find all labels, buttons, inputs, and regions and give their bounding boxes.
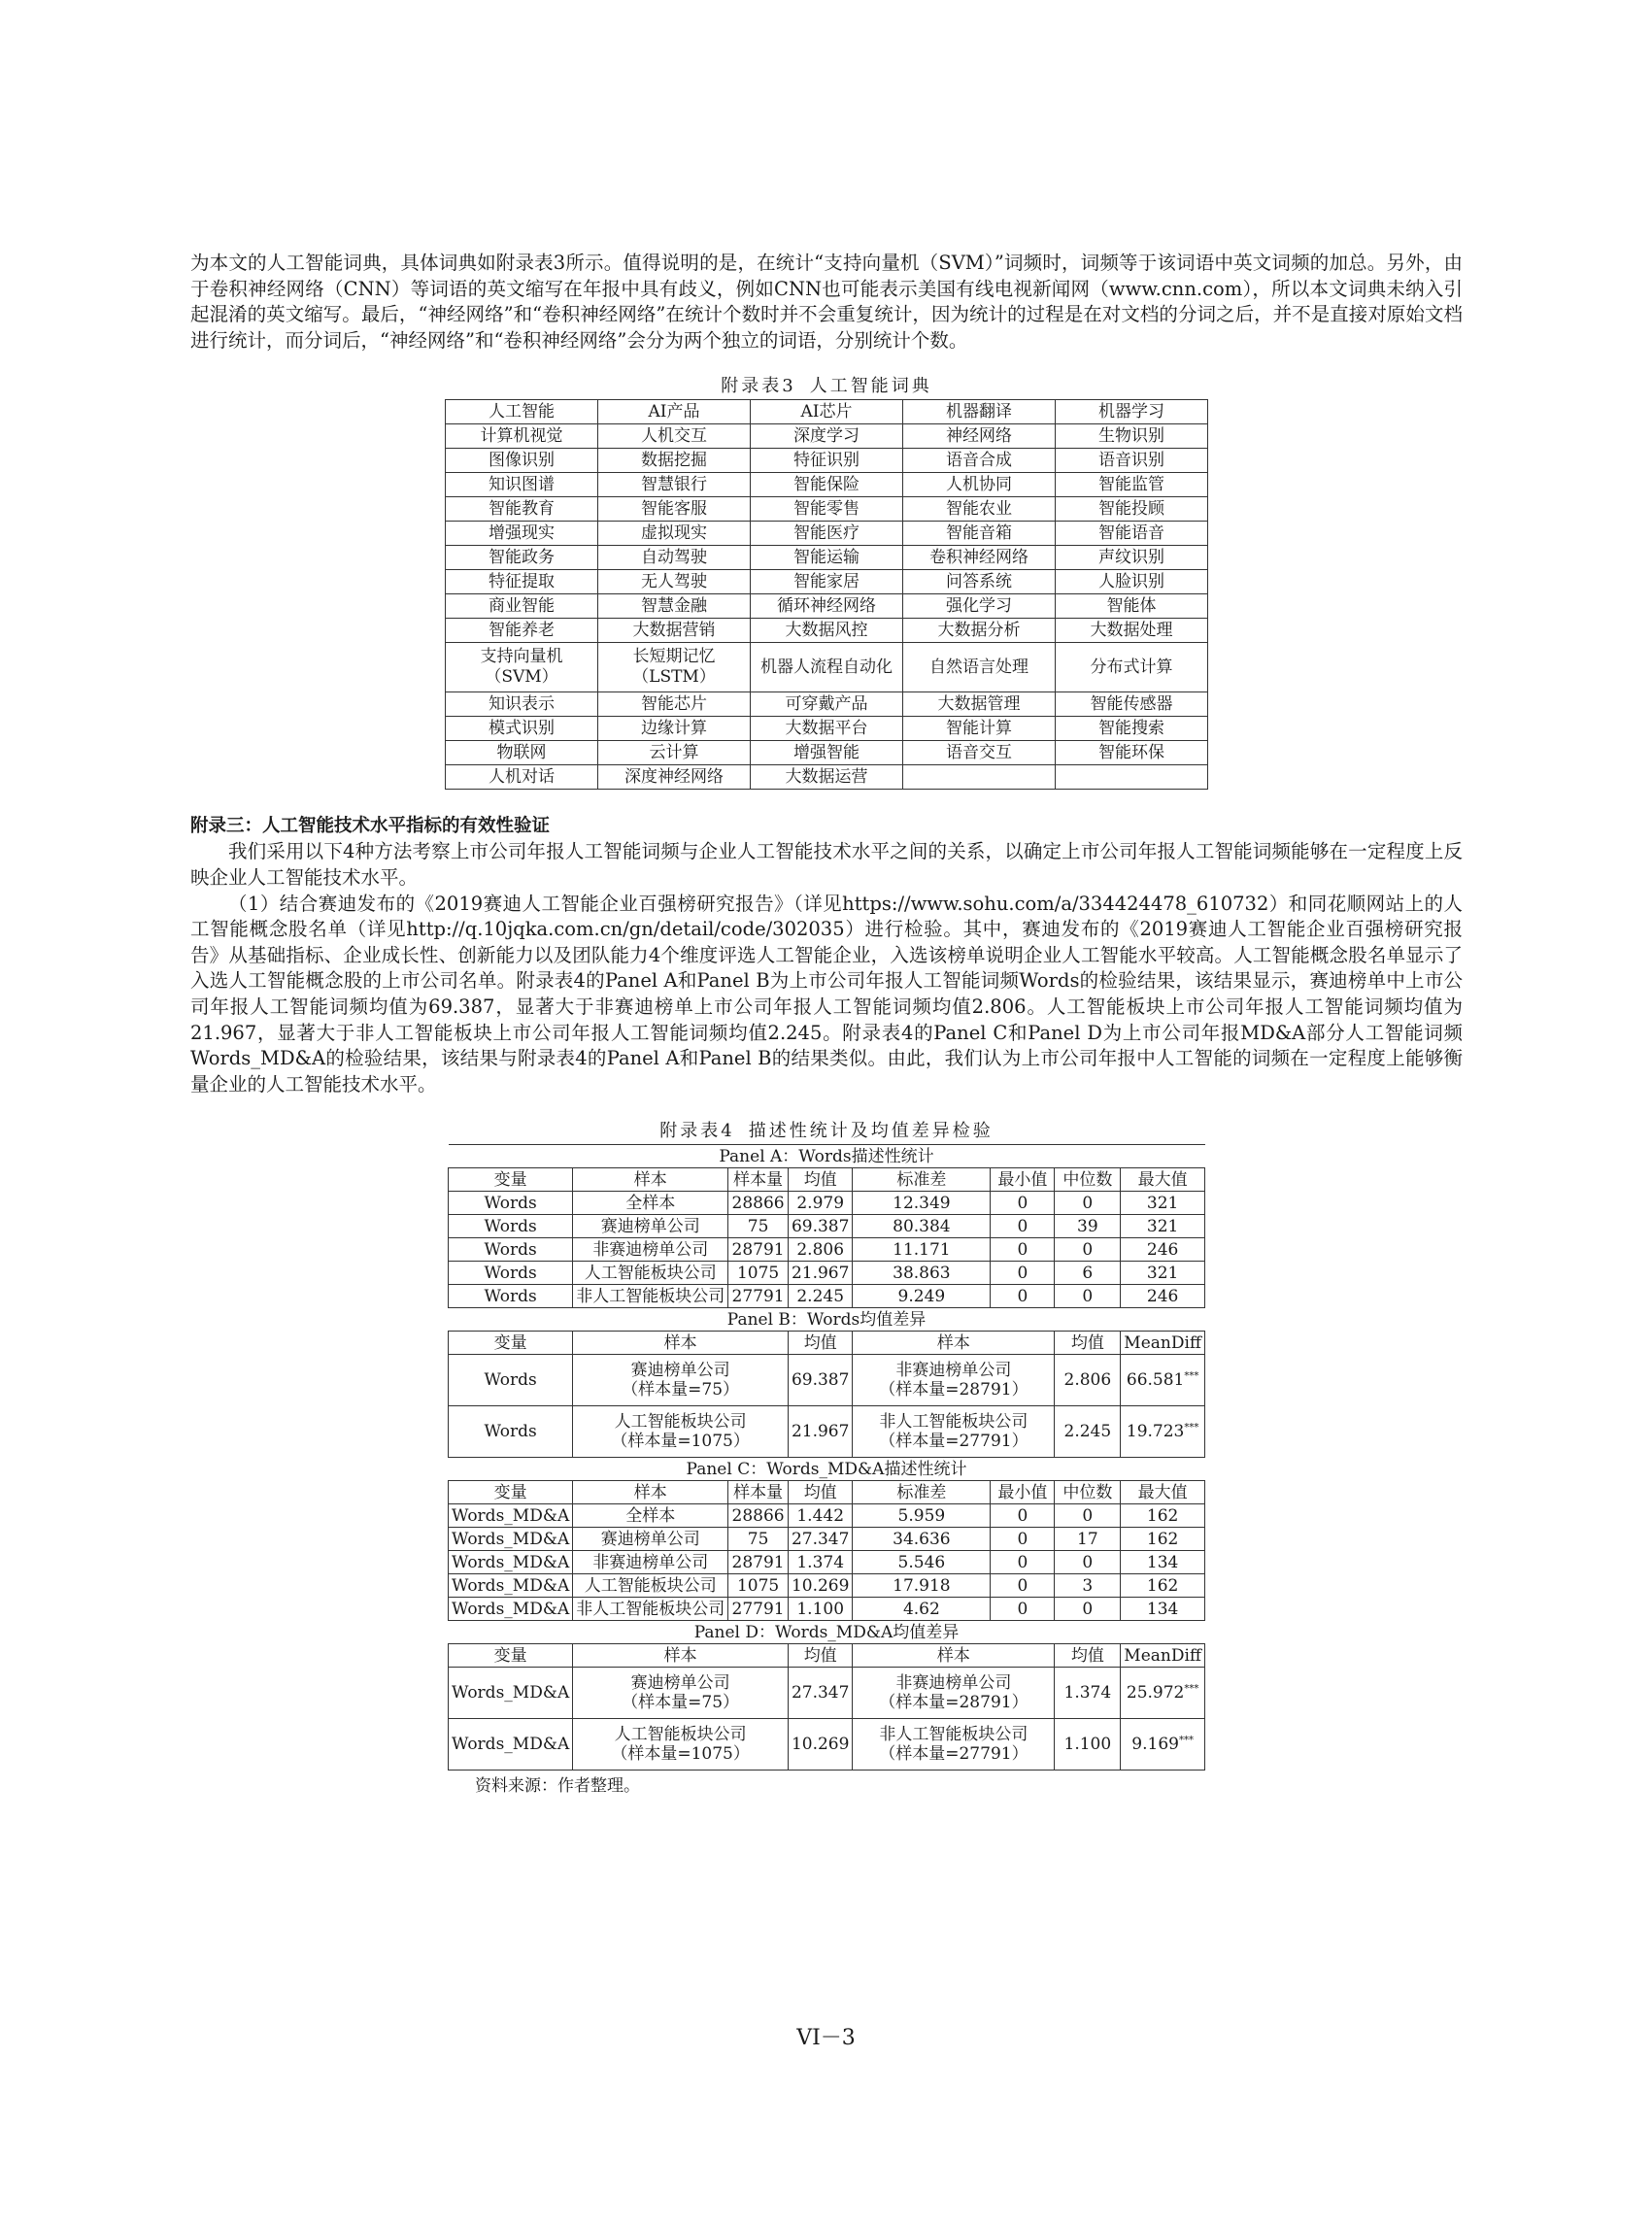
- table-cell: 1075: [728, 1574, 789, 1598]
- table-row: [449, 1262, 1205, 1285]
- table-cell: 0: [1055, 1551, 1121, 1574]
- column-header: 样本: [573, 1332, 789, 1355]
- sample-1-size: （样本量=75）: [622, 1693, 740, 1713]
- table-cell: 39: [1055, 1215, 1121, 1238]
- sample-1-cell: [573, 1355, 789, 1406]
- dictionary-term: [1056, 765, 1208, 790]
- dictionary-term: 特征提取: [446, 570, 598, 594]
- table-cell: 1.374: [788, 1551, 852, 1574]
- table-cell: 34.636: [853, 1528, 991, 1551]
- table-cell: Words_MD&A: [449, 1528, 573, 1551]
- panel-a-title: Panel A：Words描述性统计: [449, 1145, 1205, 1168]
- table-cell: 0: [991, 1598, 1055, 1621]
- column-header: 样本: [573, 1168, 728, 1192]
- dictionary-term: 机器翻译: [903, 400, 1056, 424]
- table3-caption-label: 附录表3: [721, 376, 796, 397]
- table-row: [449, 1719, 1205, 1771]
- dictionary-term: 人脸识别: [1056, 570, 1208, 594]
- table3-caption-title: 人工智能词典: [809, 376, 932, 397]
- mean-diff-cell: [1121, 1406, 1205, 1458]
- panel-b-title: Panel B：Words均值差异: [449, 1308, 1205, 1332]
- table-cell: 21.967: [788, 1406, 852, 1458]
- table-cell: 0: [991, 1262, 1055, 1285]
- table-cell: 27.347: [788, 1668, 852, 1719]
- table-cell: 0: [991, 1192, 1055, 1215]
- appendix3-paragraph-1: 我们采用以下4种方法考察上市公司年报人工智能词频与企业人工智能技术水平之间的关系，以确定上市公司年报人工智能词频能够在一定程度上反映企业人工智能技术水平。: [190, 840, 1463, 889]
- dictionary-term: 语音合成: [903, 449, 1056, 473]
- table-cell: Words: [449, 1262, 573, 1285]
- table-cell: 17: [1055, 1528, 1121, 1551]
- dictionary-term: 特征识别: [751, 449, 903, 473]
- dictionary-term: 卷积神经网络: [903, 546, 1056, 570]
- table-cell: 162: [1121, 1528, 1205, 1551]
- table-cell: 321: [1121, 1215, 1205, 1238]
- table3-caption: [190, 374, 1463, 399]
- dictionary-term: 智能音箱: [903, 522, 1056, 546]
- table-cell: Words: [449, 1238, 573, 1262]
- dictionary-term: 大数据平台: [751, 717, 903, 741]
- table-row: [449, 1668, 1205, 1719]
- table-cell: 非赛迪榜单公司: [573, 1238, 728, 1262]
- table-cell: 1.442: [788, 1504, 852, 1528]
- dictionary-term: 智能芯片: [598, 692, 751, 717]
- table-cell: 0: [991, 1504, 1055, 1528]
- table-cell: Words: [449, 1285, 573, 1308]
- dictionary-term: 大数据风控: [751, 619, 903, 643]
- sample-1-name: 人工智能板块公司: [614, 1725, 747, 1745]
- table-row: [449, 1285, 1205, 1308]
- column-header: 均值: [788, 1481, 852, 1504]
- dictionary-term: 语音交互: [903, 741, 1056, 765]
- table-cell: Words: [449, 1355, 573, 1406]
- table-cell: 全样本: [573, 1192, 728, 1215]
- sample-2-size: （样本量=28791）: [879, 1380, 1028, 1400]
- panel-d-title: Panel D：Words_MD&A均值差异: [449, 1621, 1205, 1644]
- intro-paragraph: 为本文的人工智能词典，具体词典如附录表3所示。值得说明的是，在统计“支持向量机（SVM）”词频时，词频等于该词语中英文词频的加总。另外，由于卷积神经网络（CNN）等词语的英文缩写在年报中具有歧义，例如CNN也可能表示美国有线电视新闻网（www.cnn.com），所以本文词典未纳入引起混淆的英文缩写。最后，“神经网络”和“卷积神经网络”在统计个数时并不会重复统计，因为统计的过程是在对文档的分词之后，并不是直接对原始文档进行统计，而分词后，“神经网络”和“卷积神经网络”会分为两个独立的词语，分别统计个数。: [190, 252, 1463, 352]
- table-cell: 321: [1121, 1192, 1205, 1215]
- table-cell: 非人工智能板块公司: [573, 1598, 728, 1621]
- dictionary-term: 智能运输: [751, 546, 903, 570]
- table-cell: 11.171: [853, 1238, 991, 1262]
- table-cell: 38.863: [853, 1262, 991, 1285]
- significance-stars: ***: [1184, 1370, 1199, 1382]
- column-header: 变量: [449, 1644, 573, 1668]
- column-header: 均值: [788, 1332, 852, 1355]
- column-header: MeanDiff: [1121, 1644, 1205, 1668]
- mean-diff-cell: [1121, 1668, 1205, 1719]
- column-header: 最小值: [991, 1481, 1055, 1504]
- sample-2-name: 非人工智能板块公司: [879, 1412, 1028, 1433]
- sample-2-name: 非赛迪榜单公司: [895, 1361, 1012, 1381]
- dictionary-term: 知识图谱: [446, 473, 598, 497]
- table-cell: 0: [1055, 1598, 1121, 1621]
- table-cell: 9.249: [853, 1285, 991, 1308]
- table-row: [449, 1598, 1205, 1621]
- dictionary-term: 神经网络: [903, 424, 1056, 449]
- mean-diff-value: 9.169: [1131, 1735, 1179, 1755]
- table-cell: 2.979: [788, 1192, 852, 1215]
- dictionary-term: 语音识别: [1056, 449, 1208, 473]
- dictionary-term: AI产品: [598, 400, 751, 424]
- column-header: 中位数: [1055, 1168, 1121, 1192]
- dictionary-row: [446, 619, 1208, 643]
- column-header: 样本: [573, 1481, 728, 1504]
- column-header: 最大值: [1121, 1168, 1205, 1192]
- table-cell: 75: [728, 1528, 789, 1551]
- column-header: 变量: [449, 1332, 573, 1355]
- table-cell: 全样本: [573, 1504, 728, 1528]
- dictionary-term: 智能客服: [598, 497, 751, 522]
- table-row: [449, 1528, 1205, 1551]
- column-header: 标准差: [853, 1168, 991, 1192]
- dictionary-row: [446, 741, 1208, 765]
- dictionary-term: 人机协同: [903, 473, 1056, 497]
- dictionary-term: 智能养老: [446, 619, 598, 643]
- table-row: [449, 1504, 1205, 1528]
- sample-1-cell: [573, 1668, 789, 1719]
- dictionary-term: 图像识别: [446, 449, 598, 473]
- dictionary-term: 智能语音: [1056, 522, 1208, 546]
- table4-caption: [190, 1119, 1463, 1144]
- panel-header-row: [449, 1481, 1205, 1504]
- dictionary-term: 循环神经网络: [751, 594, 903, 619]
- table-cell: 12.349: [853, 1192, 991, 1215]
- page-body: [190, 251, 1463, 1798]
- table-cell: 人工智能板块公司: [573, 1574, 728, 1598]
- dictionary-term: 智能搜索: [1056, 717, 1208, 741]
- table-cell: 赛迪榜单公司: [573, 1528, 728, 1551]
- panel-title-row: [449, 1458, 1205, 1481]
- dictionary-term: 大数据管理: [903, 692, 1056, 717]
- dictionary-term: [903, 765, 1056, 790]
- table-cell: 0: [991, 1574, 1055, 1598]
- significance-stars: ***: [1184, 1683, 1199, 1695]
- table-cell: 5.546: [853, 1551, 991, 1574]
- column-header: 均值: [1055, 1332, 1121, 1355]
- table-cell: 4.62: [853, 1598, 991, 1621]
- table-cell: 0: [1055, 1192, 1121, 1215]
- dictionary-row: [446, 717, 1208, 741]
- table-cell: 162: [1121, 1574, 1205, 1598]
- mean-diff-cell: [1121, 1355, 1205, 1406]
- dictionary-term: 可穿戴产品: [751, 692, 903, 717]
- table4-caption-label: 附录表4: [659, 1121, 735, 1142]
- dictionary-term: 智能零售: [751, 497, 903, 522]
- sample-2-cell: [853, 1355, 1055, 1406]
- dictionary-term: 增强智能: [751, 741, 903, 765]
- table-cell: 246: [1121, 1285, 1205, 1308]
- appendix3-paragraph-2: （1）结合赛迪发布的《2019赛迪人工智能企业百强榜研究报告》（详见https://www.sohu.com/a/334424478_610732）和同花顺网站上的人工智能概念股名单（详见http://q.10jqka.com.cn/gn/detail/code/302035）进行检验。其中，赛迪发布的《2019赛迪人工智能企业百强榜研究报告》从基础指标、企业成长性、创新能力以及团队能力4个维度评选人工智能企业，入选该榜单说明企业人工智能水平较高。人工智能概念股名单显示了入选人工智能概念股的上市公司名单。附录表4的Panel A和Panel B为上市公司年报人工智能词频Words的检验结果，该结果显示，赛迪榜单中上市公司年报人工智能词频均值为69.387，显著大于非赛迪榜单上市公司年报人工智能词频均值2.806。人工智能板块上市公司年报人工智能词频均值为21.967，显著大于非人工智能板块上市公司年报人工智能词频均值2.245。附录表4的Panel C和Panel D为上市公司年报MD&A部分人工智能词频Words_MD&A的检验结果，该结果与附录表4的Panel A和Panel B的结果类似。由此，我们认为上市公司年报中人工智能的词频在一定程度上能够衡量企业的人工智能技术水平。: [190, 892, 1463, 1096]
- dictionary-term: 大数据处理: [1056, 619, 1208, 643]
- mean-diff-value: 19.723: [1126, 1422, 1185, 1442]
- dictionary-term: 智能监管: [1056, 473, 1208, 497]
- table-cell: Words_MD&A: [449, 1719, 573, 1771]
- dictionary-term: 知识表示: [446, 692, 598, 717]
- appendix3-heading: 附录三：人工智能技术水平指标的有效性验证: [190, 816, 551, 837]
- table-cell: 6: [1055, 1262, 1121, 1285]
- table-cell: 2.806: [1055, 1355, 1121, 1406]
- dictionary-row: [446, 692, 1208, 717]
- dictionary-term: 问答系统: [903, 570, 1056, 594]
- panel-c-title: Panel C：Words_MD&A描述性统计: [449, 1458, 1205, 1481]
- table-cell: Words_MD&A: [449, 1598, 573, 1621]
- sample-2-cell: [853, 1668, 1055, 1719]
- table-cell: 非赛迪榜单公司: [573, 1551, 728, 1574]
- panel-title-row: [449, 1308, 1205, 1332]
- table4-source-note: 资料来源：作者整理。: [475, 1776, 640, 1797]
- table-cell: 21.967: [788, 1262, 852, 1285]
- table-cell: 人工智能板块公司: [573, 1262, 728, 1285]
- table-row: [449, 1238, 1205, 1262]
- dictionary-term: 强化学习: [903, 594, 1056, 619]
- column-header: 中位数: [1055, 1481, 1121, 1504]
- table-cell: Words: [449, 1406, 573, 1458]
- column-header: MeanDiff: [1121, 1332, 1205, 1355]
- dictionary-term: 增强现实: [446, 522, 598, 546]
- dictionary-term: 支持向量机（SVM）: [446, 643, 598, 692]
- table-cell: Words: [449, 1215, 573, 1238]
- column-header: 标准差: [853, 1481, 991, 1504]
- sample-2-size: （样本量=27791）: [879, 1432, 1028, 1452]
- column-header: 变量: [449, 1481, 573, 1504]
- table-cell: 0: [1055, 1285, 1121, 1308]
- dictionary-term: 分布式计算: [1056, 643, 1208, 692]
- dictionary-term: AI芯片: [751, 400, 903, 424]
- table-cell: 80.384: [853, 1215, 991, 1238]
- sample-1-name: 赛迪榜单公司: [630, 1361, 730, 1381]
- sample-2-size: （样本量=28791）: [879, 1693, 1028, 1713]
- dictionary-term: 深度神经网络: [598, 765, 751, 790]
- dictionary-term: 声纹识别: [1056, 546, 1208, 570]
- table-cell: 28866: [728, 1192, 789, 1215]
- table-cell: 2.245: [788, 1285, 852, 1308]
- table-cell: 75: [728, 1215, 789, 1238]
- descriptive-stats-table: [448, 1144, 1205, 1771]
- significance-stars: ***: [1184, 1422, 1199, 1433]
- sample-2-cell: [853, 1406, 1055, 1458]
- dictionary-term: 长短期记忆（LSTM）: [598, 643, 751, 692]
- table-cell: Words_MD&A: [449, 1668, 573, 1719]
- dictionary-row: [446, 594, 1208, 619]
- column-header: 均值: [788, 1644, 852, 1668]
- column-header: 均值: [788, 1168, 852, 1192]
- table-row: [449, 1215, 1205, 1238]
- table-cell: 1.100: [788, 1598, 852, 1621]
- dictionary-term: 自然语言处理: [903, 643, 1056, 692]
- table-cell: 非人工智能板块公司: [573, 1285, 728, 1308]
- table-cell: 0: [991, 1551, 1055, 1574]
- column-header: 样本量: [728, 1481, 789, 1504]
- table-row: [449, 1574, 1205, 1598]
- panel-header-row: [449, 1332, 1205, 1355]
- panel-header-row: [449, 1168, 1205, 1192]
- table-cell: 134: [1121, 1598, 1205, 1621]
- dictionary-row: [446, 449, 1208, 473]
- table-cell: 134: [1121, 1551, 1205, 1574]
- dictionary-term: 自动驾驶: [598, 546, 751, 570]
- dictionary-term: 人工智能: [446, 400, 598, 424]
- table-cell: 69.387: [788, 1215, 852, 1238]
- column-header: 均值: [1055, 1644, 1121, 1668]
- dictionary-row: [446, 473, 1208, 497]
- dictionary-term: 智能体: [1056, 594, 1208, 619]
- dictionary-term: 智能环保: [1056, 741, 1208, 765]
- dictionary-term: 无人驾驶: [598, 570, 751, 594]
- dictionary-row: [446, 522, 1208, 546]
- sample-1-cell: [573, 1406, 789, 1458]
- dictionary-term: 大数据运营: [751, 765, 903, 790]
- dictionary-term: 大数据营销: [598, 619, 751, 643]
- dictionary-term: 云计算: [598, 741, 751, 765]
- dictionary-term: 智能传感器: [1056, 692, 1208, 717]
- table-cell: 0: [1055, 1504, 1121, 1528]
- dictionary-row: [446, 546, 1208, 570]
- dictionary-term: 智能政务: [446, 546, 598, 570]
- dictionary-term: 人机对话: [446, 765, 598, 790]
- column-header: 最小值: [991, 1168, 1055, 1192]
- dictionary-term: 大数据分析: [903, 619, 1056, 643]
- table-cell: 0: [991, 1215, 1055, 1238]
- mean-diff-value: 66.581: [1126, 1370, 1185, 1391]
- page-number: VI－3: [796, 2026, 856, 2050]
- column-header: 最大值: [1121, 1481, 1205, 1504]
- dictionary-term: 智能教育: [446, 497, 598, 522]
- sample-1-size: （样本量=1075）: [611, 1432, 750, 1452]
- table-cell: 28791: [728, 1238, 789, 1262]
- significance-stars: ***: [1178, 1735, 1194, 1746]
- sample-2-cell: [853, 1719, 1055, 1771]
- table-cell: 28866: [728, 1504, 789, 1528]
- dictionary-term: 模式识别: [446, 717, 598, 741]
- dictionary-term: 机器人流程自动化: [751, 643, 903, 692]
- dictionary-row: [446, 424, 1208, 449]
- table-cell: Words_MD&A: [449, 1574, 573, 1598]
- ai-dictionary-table: [445, 399, 1208, 790]
- dictionary-term: 商业智能: [446, 594, 598, 619]
- table-cell: 0: [991, 1238, 1055, 1262]
- mean-diff-value: 25.972: [1126, 1683, 1185, 1703]
- sample-1-size: （样本量=75）: [622, 1380, 740, 1400]
- dictionary-term: 智慧金融: [598, 594, 751, 619]
- table-cell: Words_MD&A: [449, 1504, 573, 1528]
- column-header: 样本: [853, 1332, 1055, 1355]
- sample-2-name: 非人工智能板块公司: [879, 1725, 1028, 1745]
- table-cell: Words_MD&A: [449, 1551, 573, 1574]
- table-cell: 2.245: [1055, 1406, 1121, 1458]
- table-cell: 10.269: [788, 1574, 852, 1598]
- table-cell: 1.100: [1055, 1719, 1121, 1771]
- dictionary-row: [446, 400, 1208, 424]
- table-cell: Words: [449, 1192, 573, 1215]
- dictionary-term: 虚拟现实: [598, 522, 751, 546]
- dictionary-term: 智能投顾: [1056, 497, 1208, 522]
- table-cell: 赛迪榜单公司: [573, 1215, 728, 1238]
- table-cell: 27791: [728, 1285, 789, 1308]
- table-cell: 0: [991, 1285, 1055, 1308]
- sample-1-name: 赛迪榜单公司: [630, 1673, 730, 1694]
- table4-caption-title: 描述性统计及均值差异检验: [748, 1121, 994, 1142]
- dictionary-term: 边缘计算: [598, 717, 751, 741]
- dictionary-term: 生物识别: [1056, 424, 1208, 449]
- panel-header-row: [449, 1644, 1205, 1668]
- table-row: [449, 1551, 1205, 1574]
- mean-diff-cell: [1121, 1719, 1205, 1771]
- dictionary-term: 智能农业: [903, 497, 1056, 522]
- sample-2-size: （样本量=27791）: [879, 1744, 1028, 1765]
- sample-1-name: 人工智能板块公司: [614, 1412, 747, 1433]
- table-cell: 1075: [728, 1262, 789, 1285]
- table-cell: 0: [1055, 1238, 1121, 1262]
- column-header: 变量: [449, 1168, 573, 1192]
- table-cell: 17.918: [853, 1574, 991, 1598]
- sample-1-cell: [573, 1719, 789, 1771]
- table-row: [449, 1355, 1205, 1406]
- table-cell: 3: [1055, 1574, 1121, 1598]
- panel-title-row: [449, 1621, 1205, 1644]
- table-cell: 69.387: [788, 1355, 852, 1406]
- sample-2-name: 非赛迪榜单公司: [895, 1673, 1012, 1694]
- dictionary-row: [446, 765, 1208, 790]
- dictionary-row: [446, 643, 1208, 692]
- table-cell: 0: [991, 1528, 1055, 1551]
- table-cell: 27791: [728, 1598, 789, 1621]
- dictionary-term: 智能医疗: [751, 522, 903, 546]
- dictionary-term: 计算机视觉: [446, 424, 598, 449]
- table-cell: 27.347: [788, 1528, 852, 1551]
- dictionary-term: 智能家居: [751, 570, 903, 594]
- dictionary-term: 智能计算: [903, 717, 1056, 741]
- sample-1-size: （样本量=1075）: [611, 1744, 750, 1765]
- dictionary-term: 深度学习: [751, 424, 903, 449]
- table-cell: 28791: [728, 1551, 789, 1574]
- table-cell: 5.959: [853, 1504, 991, 1528]
- table-row: [449, 1192, 1205, 1215]
- table-cell: 321: [1121, 1262, 1205, 1285]
- dictionary-row: [446, 497, 1208, 522]
- dictionary-term: 人机交互: [598, 424, 751, 449]
- dictionary-term: 机器学习: [1056, 400, 1208, 424]
- table-cell: 1.374: [1055, 1668, 1121, 1719]
- column-header: 样本: [573, 1644, 789, 1668]
- table-row: [449, 1406, 1205, 1458]
- dictionary-term: 物联网: [446, 741, 598, 765]
- table-cell: 246: [1121, 1238, 1205, 1262]
- dictionary-row: [446, 570, 1208, 594]
- dictionary-term: 数据挖掘: [598, 449, 751, 473]
- table-cell: 10.269: [788, 1719, 852, 1771]
- table-cell: 2.806: [788, 1238, 852, 1262]
- dictionary-term: 智慧银行: [598, 473, 751, 497]
- column-header: 样本量: [728, 1168, 789, 1192]
- panel-title-row: [449, 1145, 1205, 1168]
- dictionary-term: 智能保险: [751, 473, 903, 497]
- column-header: 样本: [853, 1644, 1055, 1668]
- table-cell: 162: [1121, 1504, 1205, 1528]
